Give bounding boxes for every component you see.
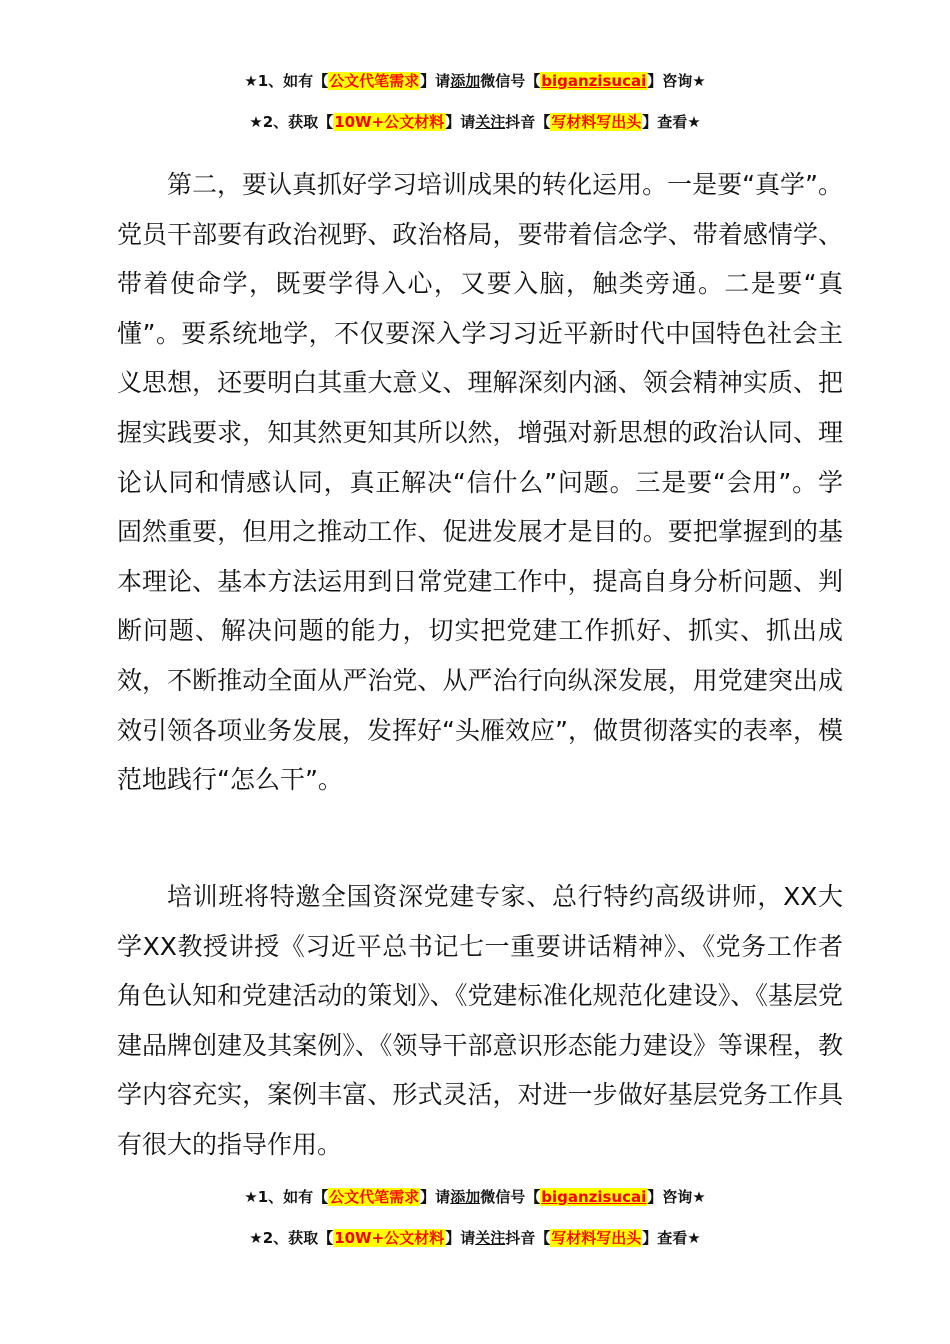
promo-prefix: ★2、获取【 [249, 113, 334, 131]
promo-text: 微信号【 [480, 72, 541, 90]
footer-promo-line-1 [0, 1186, 950, 1208]
promo-suffix: 】咨询★ [647, 1188, 706, 1206]
promo-text: 抖音【 [505, 113, 551, 131]
promo-highlight-materials: 10W+公文材料 [334, 1229, 445, 1247]
promo-wechat-id: biganzisucai [541, 1188, 647, 1206]
promo-underlined-text: 关注 [475, 113, 506, 131]
promo-highlight-service: 公文代笔需求 [329, 72, 420, 90]
promo-highlight-materials: 10W+公文材料 [334, 113, 445, 131]
promo-suffix: 】查看★ [642, 113, 701, 131]
promo-text: 】请 [445, 113, 476, 131]
promo-underlined-text: 添加 [450, 1188, 481, 1206]
promo-text: 】请 [420, 72, 451, 90]
promo-underlined-text: 关注 [475, 1229, 506, 1247]
promo-douyin-account: 写材料写出头 [551, 113, 642, 131]
promo-wechat-id: biganzisucai [541, 72, 647, 90]
header-promo-line-2 [0, 111, 950, 133]
footer-promo-line-2 [0, 1227, 950, 1249]
promo-highlight-service: 公文代笔需求 [329, 1188, 420, 1206]
promo-text: 抖音【 [505, 1229, 551, 1247]
promo-text: 】请 [420, 1188, 451, 1206]
promo-douyin-account: 写材料写出头 [551, 1229, 642, 1247]
promo-prefix: ★1、如有【 [244, 72, 329, 90]
promo-suffix: 】查看★ [642, 1229, 701, 1247]
body-paragraph-1: 第二，要认真抓好学习培训成果的转化运用。一是要“真学”。党员干部要有政治视野、政治格局，要带着信念学、带着感情学、带着使命学，既要学得入心，又要入脑，触类旁通。二是要“真懂”。要系统地学，不仅要深入学习习近平新时代中国特色社会主义思想，还要明白其重大意义、理解深刻内涵、领会精神实质、把握实践要求，知其然更知其所以然，增强对新思想的政治认同、理论认同和情感认同，真正解决“信什么”问题。三是要“会用”。学固然重要，但用之推动工作、促进发展才是目的。要把掌握到的基本理论、基本方法运用到日常党建工作中，提高自身分析问题、判断问题、解决问题的能力，切实把党建工作抓好、抓实、抓出成效，不断推动全面从严治党、从严治行向纵深发展，用党建突出成效引领各项业务发展，发挥好“头雁效应”，做贯彻落实的表率，模范地践行“怎么干”。 [117, 170, 843, 795]
promo-underlined-text: 添加 [450, 72, 481, 90]
promo-prefix: ★2、获取【 [249, 1229, 334, 1247]
body-paragraph-2: 培训班将特邀全国资深党建专家、总行特约高级讲师，XX大学XX教授讲授《习近平总书记七一重要讲话精神》、《党务工作者角色认知和党建活动的策划》、《党建标准化规范化建设》、《基层党建品牌创建及其案例》、《领导干部意识形态能力建设》等课程，教学内容充实，案例丰富、形式灵活，对进一步做好基层党务工作具有很大的指导作用。 [117, 882, 843, 1159]
promo-text: 微信号【 [480, 1188, 541, 1206]
promo-text: 】请 [445, 1229, 476, 1247]
promo-suffix: 】咨询★ [647, 72, 706, 90]
promo-prefix: ★1、如有【 [244, 1188, 329, 1206]
header-promo-line-1 [0, 70, 950, 92]
